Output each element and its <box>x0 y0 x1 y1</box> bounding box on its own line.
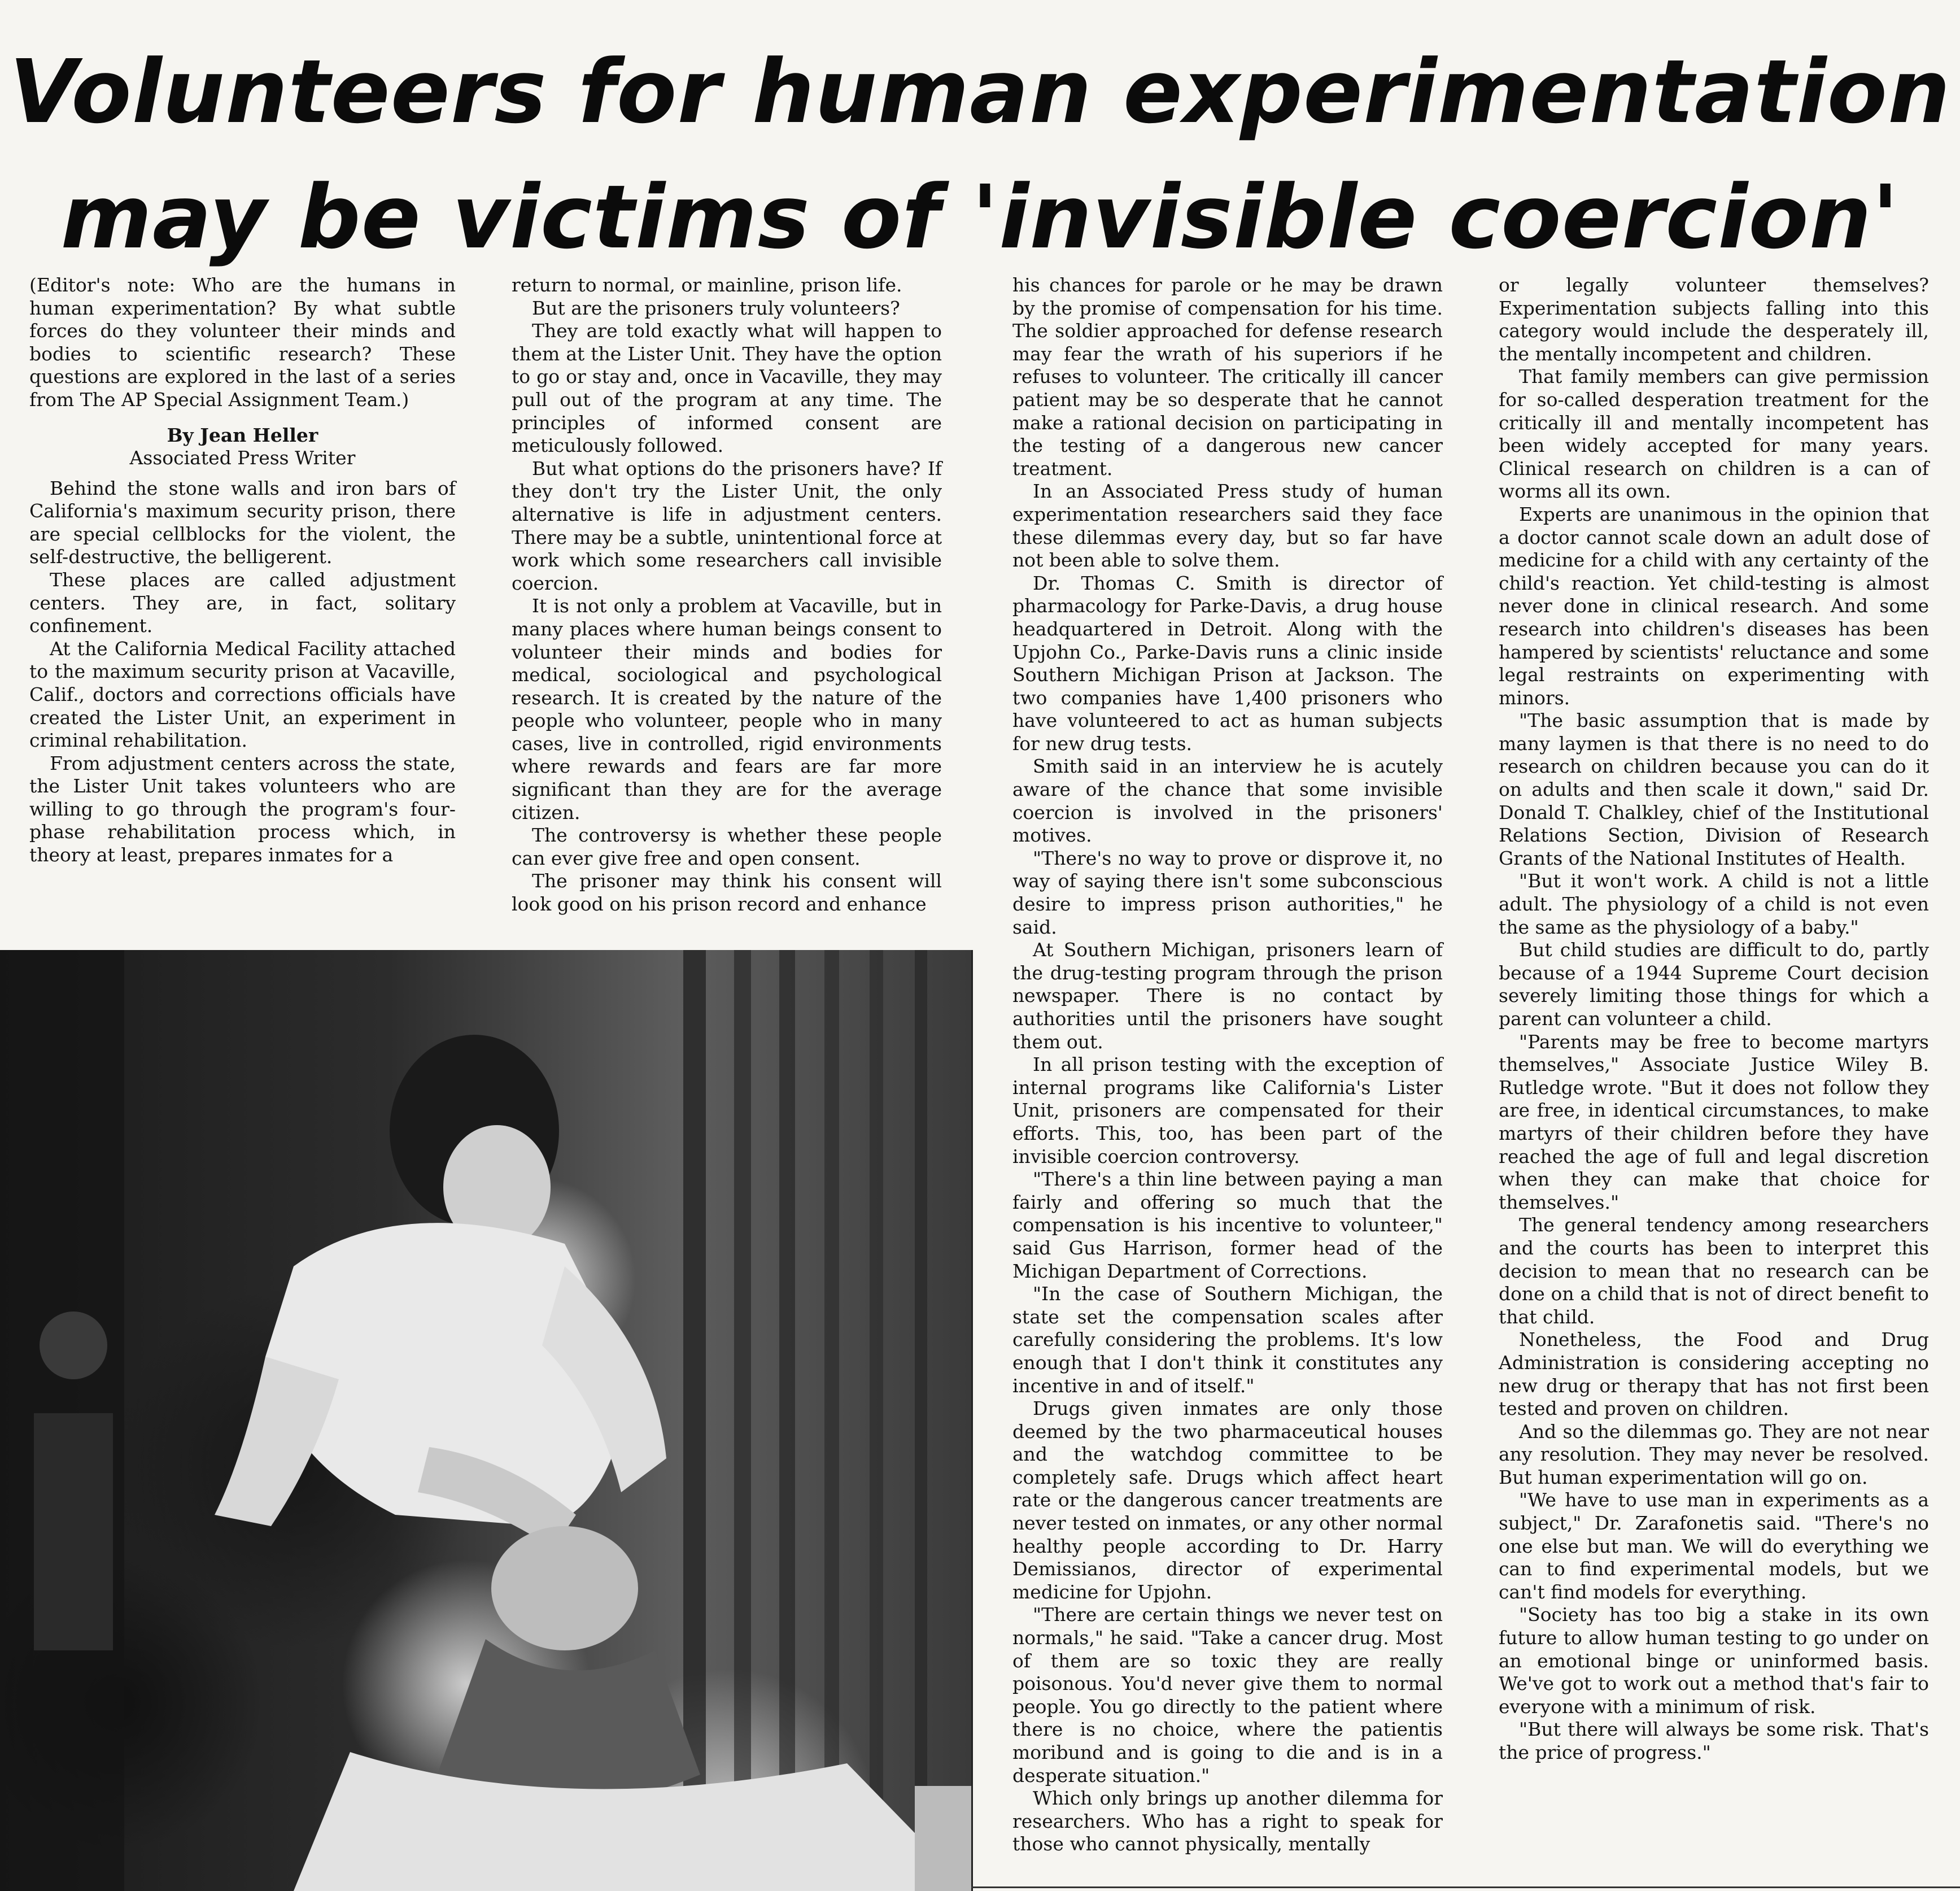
paragraph: "Society has too big a stake in its own future to allow human testing to go under on an emotional binge or uninformed basis. We've got to work out a method that's fair to everyone with a minimum of risk. <box>1499 1604 1929 1718</box>
headline-line-2: may be victims of 'invisible coercion' <box>60 166 1900 268</box>
paragraph: The general tendency among researchers and the courts has been to interpret this decision to mean that no research can be done on a child that is not of direct benefit to that child. <box>1499 1214 1929 1328</box>
paragraph: his chances for parole or he may be drawn by the promise of compensation for his time. The soldier approached for defense research may fear the wrath of his superiors if he refuses to volunteer. The critically ill cancer patient may be so desperate that he cannot make a rational decision on participating in the testing of a dangerous new cancer treatment. <box>1012 274 1443 480</box>
paragraph: "Parents may be free to become martyrs themselves," Associate Justice Wiley B. Rutledge wrote. "But it does not follow they are free, in identical circumstances, to make martyrs of their children before they have reached the age of full and legal discretion when they can make that choice for themselves." <box>1499 1030 1929 1213</box>
paragraph: "The basic assumption that is made by many laymen is that there is no need to do research on children because you can do it on adults and then scale it down," said Dr. Donald T. Chalkley, chief of the Institutional Relations Section, Division of Research Grants of the National Institutes of Health. <box>1499 709 1929 869</box>
headline <box>0 29 1960 280</box>
editors-note: (Editor's note: Who are the humans in human experimentation? By what subtle forces do they volunteer their minds and bodies to scientific research? These questions are explored in the last of a series from The AP Special Assignment Team.) <box>29 274 456 411</box>
byline <box>29 424 456 469</box>
paragraph: "But it won't work. A child is not a little adult. The physiology of a child is not even the same as the physiology of a baby." <box>1499 870 1929 938</box>
paragraph: From adjustment centers across the state, the Lister Unit takes volunteers who are willing to go through the program's four-phase rehabilitation process which, in theory at least, prepares inmates for a <box>29 752 456 866</box>
paragraph: "There's a thin line between paying a man fairly and offering so much that the compensation is his incentive to volunteer," said Gus Harrison, former head of the Michigan Department of Corrections. <box>1012 1168 1443 1282</box>
paragraph: "We have to use man in experiments as a subject," Dr. Zarafonetis said. "There's no one else but man. We will do everything we can to find experimental models, but we can't find models for everything. <box>1499 1489 1929 1603</box>
article-column-3 <box>1012 274 1443 1856</box>
paragraph: At Southern Michigan, prisoners learn of the drug-testing program through the prison newspaper. There is no contact by authorities until the prisoners have sought them out. <box>1012 939 1443 1053</box>
paragraph: return to normal, or mainline, prison life. <box>512 274 902 296</box>
paragraph: Which only brings up another dilemma for researchers. Who has a right to speak for those who cannot physically, mentally <box>1012 1787 1443 1855</box>
paragraph: That family members can give permission for so-called desperation treatment for the critically ill and mentally incompetent has been widely accepted for many years. Clinical research on children is a can of worms all its own. <box>1499 365 1929 503</box>
paragraph: It is not only a problem at Vacaville, but in many places where human beings consent to volunteer their minds and bodies for medical, sociological and psychological research. It is created by the nature of the people who volunteer, people who in many cases, live in controlled, rigid environments where rewards and fears are far more significant than they are for the average citizen. <box>512 595 942 823</box>
paragraph: The prisoner may think his consent will look good on his prison record and enhance <box>512 870 942 916</box>
divider-rule <box>971 1886 1960 1888</box>
paragraph: "But there will always be some risk. That's the price of progress." <box>1499 1718 1929 1763</box>
paragraph: At the California Medical Facility attached to the maximum security prison at Vacaville, Calif., doctors and corrections officials have created the Lister Unit, an experiment in criminal rehabilitation. <box>29 637 456 752</box>
paragraph: They are told exactly what will happen to them at the Lister Unit. They have the option to go or stay and, once in Vacaville, they may pull out of the program at any time. The principles of informed consent are meticulously followed. <box>512 320 942 457</box>
paragraph: The controversy is whether these people can ever give free and open consent. <box>512 824 942 869</box>
photo-illustration <box>0 950 971 1891</box>
paragraph: Dr. Thomas C. Smith is director of pharmacology for Parke-Davis, a drug house headquartered in Detroit. Along with the Upjohn Co., Parke-Davis runs a clinic inside Southern Michigan Prison at Jackson. The two companies have 1,400 prisoners who have volunteered to act as human subjects for new drug tests. <box>1012 572 1443 755</box>
byline-title: Associated Press Writer <box>129 446 356 469</box>
paragraph: In an Associated Press study of human experimentation researchers said they face these dilemmas every day, but so far have not been able to solve them. <box>1012 480 1443 572</box>
paragraph: Drugs given inmates are only those deemed by the two pharmaceutical houses and the watchdog committee to be completely safe. Drugs which affect heart rate or the dangerous cancer treatments are never tested on inmates, or any other normal healthy people according to Dr. Harry Demissianos, director of experimental medicine for Upjohn. <box>1012 1397 1443 1603</box>
paragraph: Nonetheless, the Food and Drug Administration is considering accepting no new drug or therapy that has not first been tested and proven on children. <box>1499 1328 1929 1420</box>
byline-name: By Jean Heller <box>167 424 318 446</box>
paragraph: or legally volunteer themselves? Experimentation subjects falling into this category would include the desperately ill, the mentally incompetent and children. <box>1499 274 1929 365</box>
paragraph: Smith said in an interview he is acutely aware of the chance that some invisible coercion is involved in the prisoners' motives. <box>1012 755 1443 847</box>
news-photograph <box>0 950 973 1891</box>
paragraph: But are the prisoners truly volunteers? <box>532 297 900 319</box>
paragraph: But what options do the prisoners have? If they don't try the Lister Unit, the only alternative is life in adjustment centers. There may be a subtle, unintentional force at work which some researchers call invisible coercion. <box>512 457 942 594</box>
article-column-2 <box>512 274 942 916</box>
paragraph: And so the dilemmas go. They are not near any resolution. They may never be resolved. But human experimentation will go on. <box>1499 1420 1929 1488</box>
paragraph: "In the case of Southern Michigan, the state set the compensation scales after carefully considering the problems. It's low enough that I don't think it constitutes any incentive in and of itself." <box>1012 1283 1443 1397</box>
paragraph: "There's no way to prove or disprove it, no way of saying there isn't some subconscious desire to impress prison authorities," he said. <box>1012 847 1443 938</box>
paragraph: In all prison testing with the exception of internal programs like California's Lister Unit, prisoners are compensated for their efforts. This, too, has been part of the invisible coercion controversy. <box>1012 1053 1443 1167</box>
article-column-4 <box>1499 274 1929 1764</box>
headline-line-1: Volunteers for human experimentation <box>9 41 1951 143</box>
paragraph: These places are called adjustment centers. They are, in fact, solitary confinement. <box>29 568 456 637</box>
paragraph: Behind the stone walls and iron bars of California's maximum security prison, there are special cellblocks for the violent, the self-destructive, the belligerent. <box>29 477 456 568</box>
paragraph: Experts are unanimous in the opinion that a doctor cannot scale down an adult dose of medicine for a child with any certainty of the child's reaction. Yet child-testing is almost never done in clinical research. And some research into children's diseases has been hampered by scientists' reluctance and some legal restraints on experimenting with minors. <box>1499 503 1929 709</box>
paragraph: But child studies are difficult to do, partly because of a 1944 Supreme Court decision severely limiting those things for which a parent can volunteer a child. <box>1499 939 1929 1030</box>
paragraph: "There are certain things we never test on normals," he said. "Take a cancer drug. Most of them are so toxic they are really poisonous. You'd never give them to normal people. You go directly to the patient where there is no choice, where the patientis moribund and is going to die and is in a desperate situation." <box>1012 1604 1443 1787</box>
article-column-1 <box>29 274 456 867</box>
